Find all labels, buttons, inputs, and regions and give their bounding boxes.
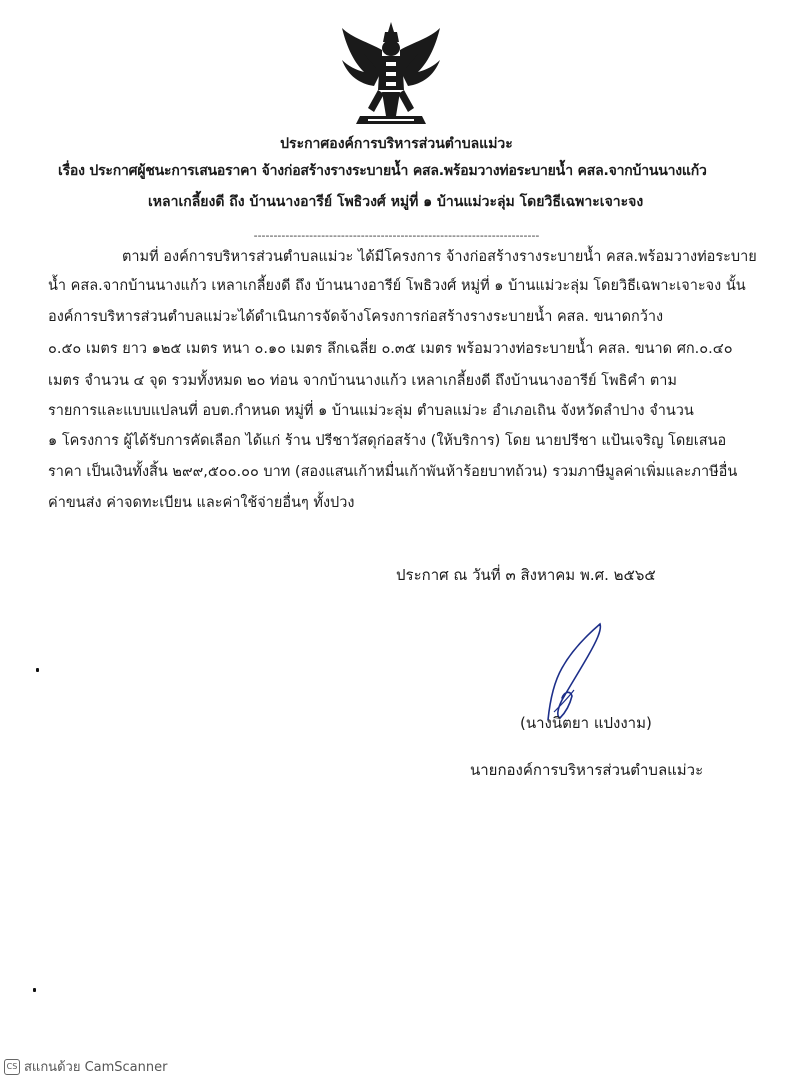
handwritten-signature: [540, 620, 610, 725]
scan-speck: [33, 988, 36, 992]
body-line: น้ำ คสล.จากบ้านนางแก้ว เหลาเกลี้ยงดี ถึง บ้านนางอารีย์ โพธิวงศ์ หมู่ที่ ๑ บ้านแม่วะลุ่ม โดยวิธีเฉพาะเจาะจง นั้น: [48, 278, 746, 294]
body-line: ๐.๕๐ เมตร ยาว ๑๒๕ เมตร หนา ๐.๑๐ เมตร ลึกเฉลี่ย ๐.๓๕ เมตร พร้อมวางท่อระบายน้ำ คสล. ขนาด ศก.๐.๔๐: [48, 341, 733, 357]
notice-subject-line-2: เหลาเกลี้ยงดี ถึง บ้านนางอารีย์ โพธิวงศ์ หมู่ที่ ๑ บ้านแม่วะลุ่ม โดยวิธีเฉพาะเจาะจง: [148, 194, 644, 210]
body-line: องค์การบริหารส่วนตำบลแม่วะได้ดำเนินการจัดจ้างโครงการก่อสร้างรางระบายน้ำ คสล. ขนาดกว้าง: [48, 309, 664, 325]
notice-title: ประกาศองค์การบริหารส่วนตำบลแม่วะ: [280, 136, 513, 152]
body-line: เมตร จำนวน ๔ จุด รวมทั้งหมด ๒๐ ท่อน จากบ้านนางแก้ว เหลาเกลี้ยงดี ถึงบ้านนางอารีย์ โพธิคำ ตาม: [48, 373, 677, 389]
notice-subject-line-1: เรื่อง ประกาศผู้ชนะการเสนอราคา จ้างก่อสร้างรางระบายน้ำ คสล.พร้อมวางท่อระบายน้ำ คสล.จากบ้านนางแก้ว: [58, 163, 707, 179]
body-line: ราคา เป็นเงินทั้งสิ้น ๒๙๙,๕๐๐.๐๐ บาท (สองแสนเก้าหมื่นเก้าพันห้าร้อยบาทถ้วน) รวมภาษีมูลค่าเพิ่มและภาษีอื่น: [48, 464, 738, 480]
body-line: ตามที่ องค์การบริหารส่วนตำบลแม่วะ ได้มีโครงการ จ้างก่อสร้างรางระบายน้ำ คสล.พร้อมวางท่อระบาย: [122, 249, 757, 265]
scanner-credit: สแกนด้วย CamScanner: [24, 1060, 168, 1075]
scanner-footer: [4, 1056, 167, 1077]
announcement-date: ประกาศ ณ วันที่ ๓ สิงหาคม พ.ศ. ๒๕๖๕: [396, 566, 656, 584]
body-line: ค่าขนส่ง ค่าจดทะเบียน และค่าใช้จ่ายอื่นๆ ทั้งปวง: [48, 495, 355, 511]
body-line: รายการและแบบแปลนที่ อบต.กำหนด หมู่ที่ ๑ บ้านแม่วะลุ่ม ตำบลแม่วะ อำเภอเถิน จังหวัดลำปาง จำนวน: [48, 403, 694, 419]
body-line: ๑ โครงการ ผู้ได้รับการคัดเลือก ได้แก่ ร้าน ปรีชาวัสดุก่อสร้าง (ให้บริการ) โดย นายปรีชา แป้นเจริญ โดยเสนอ: [48, 433, 727, 449]
garuda-emblem-icon: [338, 20, 444, 130]
camscanner-icon: CS: [4, 1059, 20, 1075]
header-divider: ------------------------------------------------------------------------: [253, 229, 540, 242]
scan-speck: [36, 668, 39, 672]
signer-name: (นางนิตยา แปงงาม): [520, 714, 652, 732]
signer-role: นายกองค์การบริหารส่วนตำบลแม่วะ: [470, 761, 704, 779]
